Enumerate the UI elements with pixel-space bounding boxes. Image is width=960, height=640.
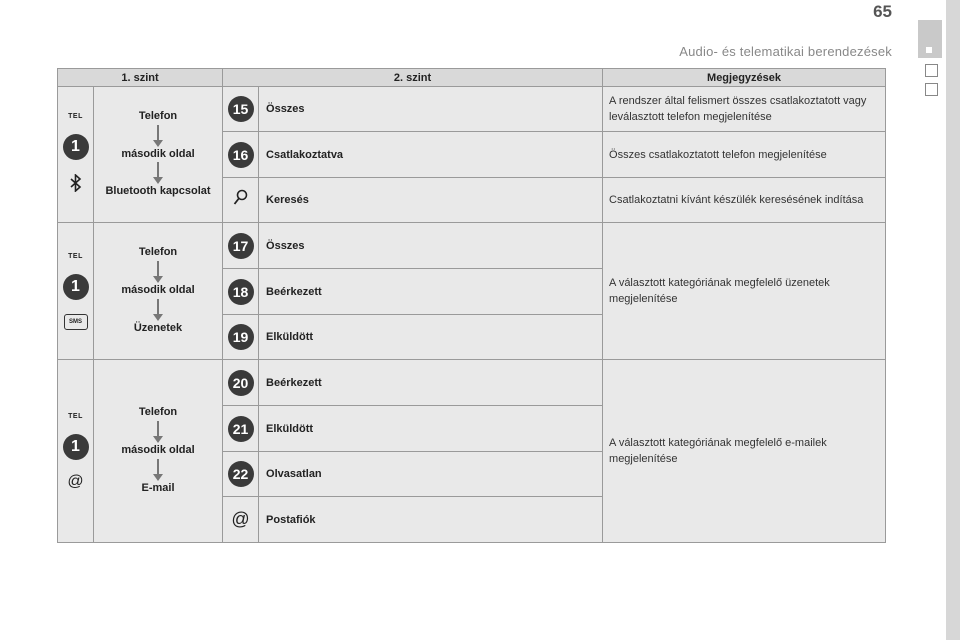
column-header-level2: 2. szint [223, 69, 603, 87]
menu-number-badge: 16 [228, 142, 254, 168]
menu-number-badge: 17 [228, 233, 254, 259]
menu-item-label: Postafiók [259, 497, 603, 543]
arrow-down-icon [153, 299, 163, 321]
menu-path-step: Telefon [138, 406, 178, 419]
menu-item-label: Beérkezett [259, 360, 603, 406]
note-text: A választott kategóriának megfelelő e-mailek megjelenítése [603, 360, 886, 543]
menu-path-cell [94, 360, 223, 543]
at-icon: @ [67, 472, 84, 490]
menu-item-label: Keresés [259, 178, 603, 223]
search-icon [233, 191, 249, 211]
level1-badge: 1 [63, 134, 89, 160]
menu-path-step: második oldal [121, 444, 195, 457]
menu-path-step: Telefon [138, 246, 178, 259]
level1-icons-cell [58, 87, 94, 223]
arrow-down-icon [153, 162, 163, 184]
menu-number-badge: 15 [228, 96, 254, 122]
menu-item-label: Összes [259, 87, 603, 132]
menu-path-step: második oldal [121, 147, 195, 160]
arrow-down-icon [153, 261, 163, 283]
menu-path-step: E-mail [141, 481, 175, 494]
menu-item-label: Elküldött [259, 406, 603, 452]
at-icon: @ [231, 509, 250, 529]
page-edge-strip [946, 0, 960, 640]
tel-icon: TEL [68, 113, 83, 120]
level1-icons-cell [58, 360, 94, 543]
chapter-tab [918, 20, 942, 58]
level1-badge: 1 [63, 274, 89, 300]
table-row [58, 223, 886, 269]
level1-badge: 1 [63, 434, 89, 460]
note-text: Csatlakoztatni kívánt készülék keresésének indítása [603, 178, 886, 223]
section-title: Audio- és telematikai berendezések [679, 44, 892, 59]
menu-table [57, 68, 886, 543]
arrow-down-icon [153, 125, 163, 147]
menu-item-label: Összes [259, 223, 603, 269]
arrow-down-icon [153, 421, 163, 443]
column-header-level1: 1. szint [58, 69, 223, 87]
menu-path-cell [94, 223, 223, 360]
note-text: Összes csatlakoztatott telefon megjelenítése [603, 132, 886, 178]
chapter-marker-box [925, 83, 938, 96]
menu-item-label: Beérkezett [259, 269, 603, 315]
note-text: A választott kategóriának megfelelő üzenetek megjelenítése [603, 223, 886, 360]
menu-path-step: Bluetooth kapcsolat [105, 185, 211, 198]
menu-number-badge: 22 [228, 461, 254, 487]
table-header-row [58, 69, 886, 87]
level1-icons-cell [58, 223, 94, 360]
menu-item-label: Csatlakoztatva [259, 132, 603, 178]
arrow-down-icon [153, 459, 163, 481]
menu-number-badge: 19 [228, 324, 254, 350]
menu-path-step: Telefon [138, 109, 178, 122]
menu-number-badge: 18 [228, 279, 254, 305]
table-row [58, 360, 886, 406]
page-number: 65 [873, 2, 892, 21]
menu-item-label: Elküldött [259, 315, 603, 360]
note-text: A rendszer által felismert összes csatlakoztatott vagy leválasztott telefon megjelenítése [603, 87, 886, 132]
tel-icon: TEL [68, 252, 83, 260]
table-row [58, 87, 886, 132]
chapter-marker-box [925, 64, 938, 77]
menu-item-label: Olvasatlan [259, 452, 603, 497]
menu-number-badge: 20 [228, 370, 254, 396]
bluetooth-icon [70, 174, 82, 196]
menu-path-step: Üzenetek [133, 321, 183, 334]
column-header-notes: Megjegyzések [603, 69, 886, 87]
menu-number-badge: 21 [228, 416, 254, 442]
menu-path-step: második oldal [121, 284, 195, 297]
menu-path-cell [94, 87, 223, 223]
sms-icon: SMS [64, 314, 88, 330]
tel-icon: TEL [68, 412, 83, 420]
